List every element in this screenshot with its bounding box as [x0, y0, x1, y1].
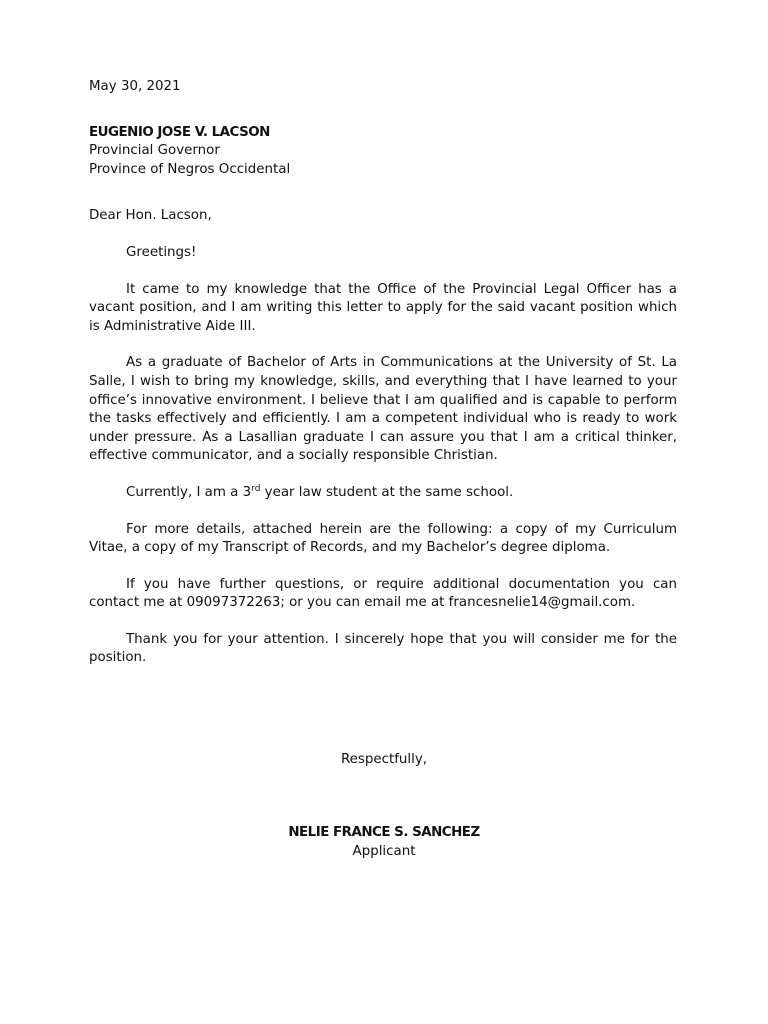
signer-name: NELIE FRANCE S. SANCHEZ	[288, 825, 480, 840]
paragraph-attachments: For more details, attached herein are the following: a copy of my Curriculum Vitae, a copy of my Transcript of Records, and my Bachelor’s degree diploma.	[89, 521, 677, 556]
current-status-text-end: year law student at the same school.	[260, 484, 514, 500]
signer-role: Applicant	[352, 843, 416, 859]
signer-block	[0, 824, 768, 861]
paragraph-thanks: Thank you for your attention. I sincerely hope that you will consider me for the position.	[89, 631, 677, 666]
letter-body	[89, 78, 677, 686]
current-status-text: Currently, I am a 3	[126, 484, 252, 500]
letter-date: May 30, 2021	[89, 79, 181, 94]
recipient-block	[89, 124, 677, 180]
paragraph-contact: If you have further questions, or require additional documentation you can contact me at 09097372263; or you can email me at francesnelie14@gmail.com.	[89, 576, 677, 611]
recipient-office: Province of Negros Occidental	[89, 161, 291, 177]
recipient-title: Provincial Governor	[89, 143, 220, 159]
paragraph-qualifications: As a graduate of Bachelor of Arts in Communications at the University of St. La Salle, I wish to bring my knowledge, skills, and everything that I have learned to your office’s innovative environment. I believe that I am qualified and is capable to perform the tasks effectively and efficiently. I am a competent individual who is ready to work under pressure. As a Lasallian graduate I can assure you that I am a critical thinker, effective communicator, and a socially responsible Christian.	[89, 355, 677, 464]
recipient-name: EUGENIO JOSE V. LACSON	[89, 124, 270, 140]
greeting: Greetings!	[126, 244, 197, 260]
ordinal-suffix: rd	[251, 483, 261, 494]
paragraph-intent: It came to my knowledge that the Office of the Provincial Legal Officer has a vacant position, and I am writing this letter to apply for the said vacant position which is Administrative Aide III.	[89, 281, 677, 334]
salutation: Dear Hon. Lacson,	[89, 208, 212, 224]
closing: Respectfully,	[340, 752, 428, 767]
paragraph-current-status	[89, 484, 677, 503]
